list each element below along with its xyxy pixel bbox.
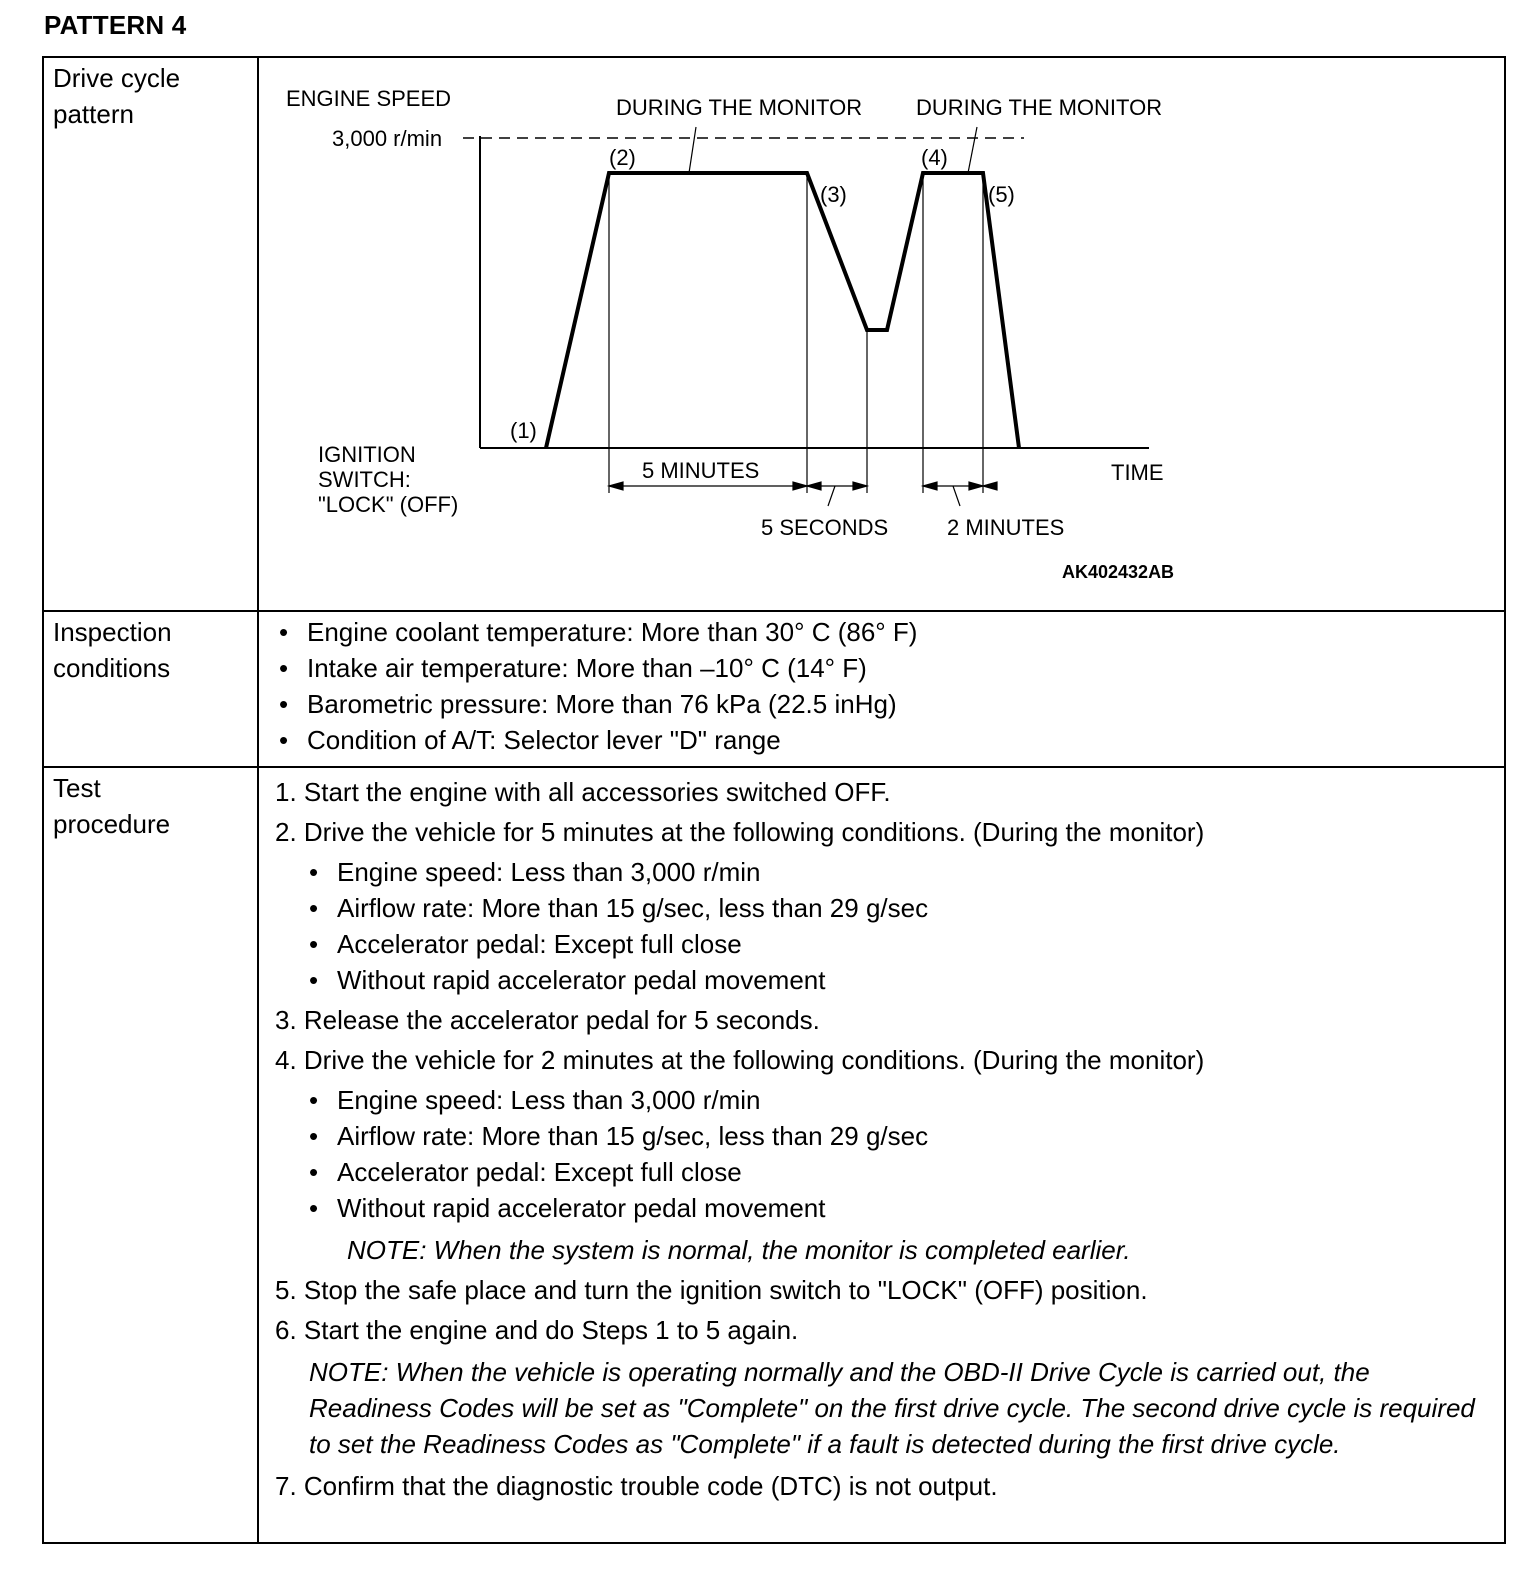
point-label-1: (1) <box>510 418 537 443</box>
procedure-step-6: 6. Start the engine and do Steps 1 to 5 again. <box>275 1315 799 1345</box>
leader-line <box>689 127 696 173</box>
row-label-test <box>43 767 258 1543</box>
ignition-label: IGNITION <box>318 442 416 467</box>
list-item: • Barometric pressure: More than 76 kPa (22.5 inHg) <box>279 686 1504 722</box>
procedure-step-1: 1. Start the engine with all accessories switched OFF. <box>275 777 891 807</box>
drive-cycle-diagram-cell <box>258 57 1505 611</box>
drive-cycle-table <box>42 56 1506 1544</box>
ignition-label: SWITCH: <box>318 467 411 492</box>
note-readiness-codes: NOTE: When the vehicle is operating normally and the OBD-II Drive Cycle is carried out, the Readiness Codes will be set as "Complete" on the first drive cycle. The second drive cycle is required to set the Readiness Codes as "Complete" if a fault is detected during the first drive cycle. <box>309 1357 1475 1459</box>
step-2-conditions <box>275 854 1504 998</box>
five-minutes-label: 5 MINUTES <box>642 458 760 483</box>
list-item: • Engine speed: Less than 3,000 r/min <box>309 854 1504 890</box>
point-label-2: (2) <box>609 145 636 170</box>
rpm-label: 3,000 r/min <box>332 126 443 151</box>
list-item: • Without rapid accelerator pedal movement <box>309 1190 1504 1226</box>
list-item: • Condition of A/T: Selector lever "D" range <box>279 722 1504 758</box>
table-row <box>43 611 1505 767</box>
note-system-normal: NOTE: When the system is normal, the monitor is completed earlier. <box>347 1235 1131 1265</box>
figure-code: AK402432AB <box>1062 562 1175 582</box>
five-seconds-label: 5 SECONDS <box>761 515 889 540</box>
engine-speed-label: ENGINE SPEED <box>286 86 452 111</box>
time-axis-label: TIME <box>1111 460 1164 485</box>
ignition-label: "LOCK" (OFF) <box>318 492 459 517</box>
row-label-drive-cycle <box>43 57 258 611</box>
procedure-step-2: 2. Drive the vehicle for 5 minutes at the following conditions. (During the monitor) <box>275 817 1205 847</box>
list-item: • Airflow rate: More than 15 g/sec, less than 29 g/sec <box>309 890 1504 926</box>
list-item: • Engine speed: Less than 3,000 r/min <box>309 1082 1504 1118</box>
page-title: PATTERN 4 <box>44 10 187 40</box>
drive-cycle-diagram <box>259 58 1514 608</box>
list-item: • Airflow rate: More than 15 g/sec, less than 29 g/sec <box>309 1118 1504 1154</box>
list-item: • Engine coolant temperature: More than 30° C (86° F) <box>279 614 1504 650</box>
point-label-4: (4) <box>921 145 948 170</box>
table-row <box>43 57 1505 611</box>
step-4-conditions <box>275 1082 1504 1226</box>
point-label-3: (3) <box>820 182 847 207</box>
two-minutes-label: 2 MINUTES <box>947 515 1065 540</box>
list-item: • Accelerator pedal: Except full close <box>309 926 1504 962</box>
dimension-arrows <box>609 482 997 490</box>
procedure-step-5: 5. Stop the safe place and turn the ignition switch to "LOCK" (OFF) position. <box>275 1275 1148 1305</box>
row-label-inspection <box>43 611 258 767</box>
procedure-step-3: 3. Release the accelerator pedal for 5 seconds. <box>275 1005 820 1035</box>
during-monitor-label: DURING THE MONITOR <box>916 95 1163 120</box>
test-procedure <box>259 768 1504 1504</box>
row-label-text: Inspection conditions <box>53 617 172 683</box>
leader-line <box>968 127 977 173</box>
engine-speed-curve <box>546 173 1019 448</box>
row-label-text: Drive cycle pattern <box>53 63 181 129</box>
during-monitor-label: DURING THE MONITOR <box>616 95 863 120</box>
point-label-5: (5) <box>988 182 1015 207</box>
list-item: • Accelerator pedal: Except full close <box>309 1154 1504 1190</box>
leader-line <box>953 486 960 506</box>
inspection-conditions-cell <box>258 611 1505 767</box>
diagram-svg <box>259 58 1514 608</box>
list-item: • Without rapid accelerator pedal movement <box>309 962 1504 998</box>
leader-line <box>828 486 835 506</box>
list-item: • Intake air temperature: More than –10° C (14° F) <box>279 650 1504 686</box>
inspection-conditions-list <box>259 612 1504 758</box>
table-row <box>43 767 1505 1543</box>
row-label-text: Test procedure <box>53 773 171 839</box>
procedure-step-4: 4. Drive the vehicle for 2 minutes at the following conditions. (During the monitor) <box>275 1045 1205 1075</box>
test-procedure-cell <box>258 767 1505 1543</box>
procedure-step-7: 7. Confirm that the diagnostic trouble code (DTC) is not output. <box>275 1471 998 1501</box>
